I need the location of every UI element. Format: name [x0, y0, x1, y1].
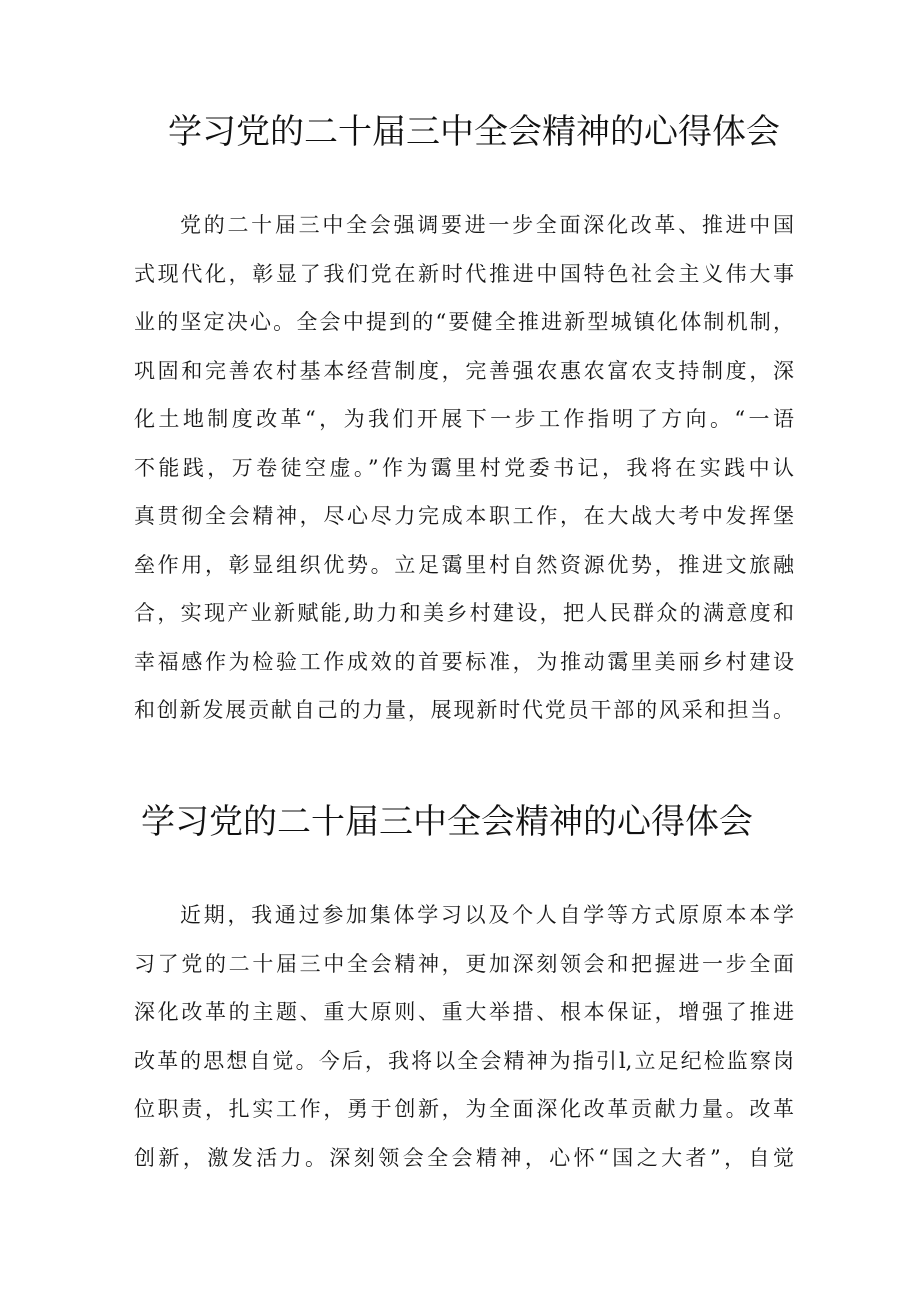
- paragraph-line: 业的坚定决心。全会中提到的“要健全推进新型城镇化体制机制，: [134, 310, 794, 334]
- paragraph-line: 习了党的二十届三中全会精神，更加深刻领会和把握进一步全面: [134, 951, 794, 976]
- paragraph-line: 式现代化，彰显了我们党在新时代推进中国特色社会主义伟大事: [134, 261, 794, 286]
- paragraph-line: 改革的思想自觉。今后，我将以全会精神为指引l,立足纪检监察岗: [134, 1048, 794, 1073]
- paragraph-line: 垒作用，彰显组织优势。立足霭里村自然资源优势，推进文旅融: [134, 552, 794, 577]
- section-paragraph: [134, 891, 794, 1182]
- paragraph-line: 合，实现产业新赋能,助力和美乡村建设，把人民群众的满意度和: [134, 601, 794, 625]
- paragraph-line: 巩固和完善农村基本经营制度，完善强农惠农富农支持制度，深: [134, 358, 794, 383]
- section-title: 学习党的二十届三中全会精神的心得体会: [141, 802, 753, 842]
- paragraph-line: 和创新发展贡献自己的力量，展现新时代党员干部的风采和担当。: [134, 698, 794, 722]
- section-title: 学习党的二十届三中全会精神的心得体会: [168, 112, 780, 152]
- paragraph-line: 真贯彻全会精神，尽心尽力完成本职工作，在大战大考中发挥堡: [134, 504, 794, 528]
- paragraph-line: 幸福感作为检验工作成效的首要标准，为推动霭里美丽乡村建设: [134, 649, 794, 674]
- section-paragraph: [134, 201, 794, 735]
- paragraph-line: 深化改革的主题、重大原则、重大举措、根本保证，增强了推进: [134, 1000, 794, 1024]
- paragraph-line: 近期，我通过参加集体学习以及个人自学等方式原原本本学: [180, 903, 794, 927]
- paragraph-line: 创新，激发活力。深刻领会全会精神，心怀“国之大者”，自觉: [134, 1145, 794, 1170]
- paragraph-line: 党的二十届三中全会强调要进一步全面深化改革、推进中国: [180, 213, 794, 237]
- paragraph-line: 化土地制度改革“，为我们开展下一步工作指明了方向。“一语: [134, 407, 794, 431]
- paragraph-line: 位职责，扎实工作，勇于创新，为全面深化改革贡献力量。改革: [134, 1097, 794, 1121]
- paragraph-line: 不能践，万卷徒空虚。”作为霭里村党委书记，我将在实践中认: [134, 455, 794, 480]
